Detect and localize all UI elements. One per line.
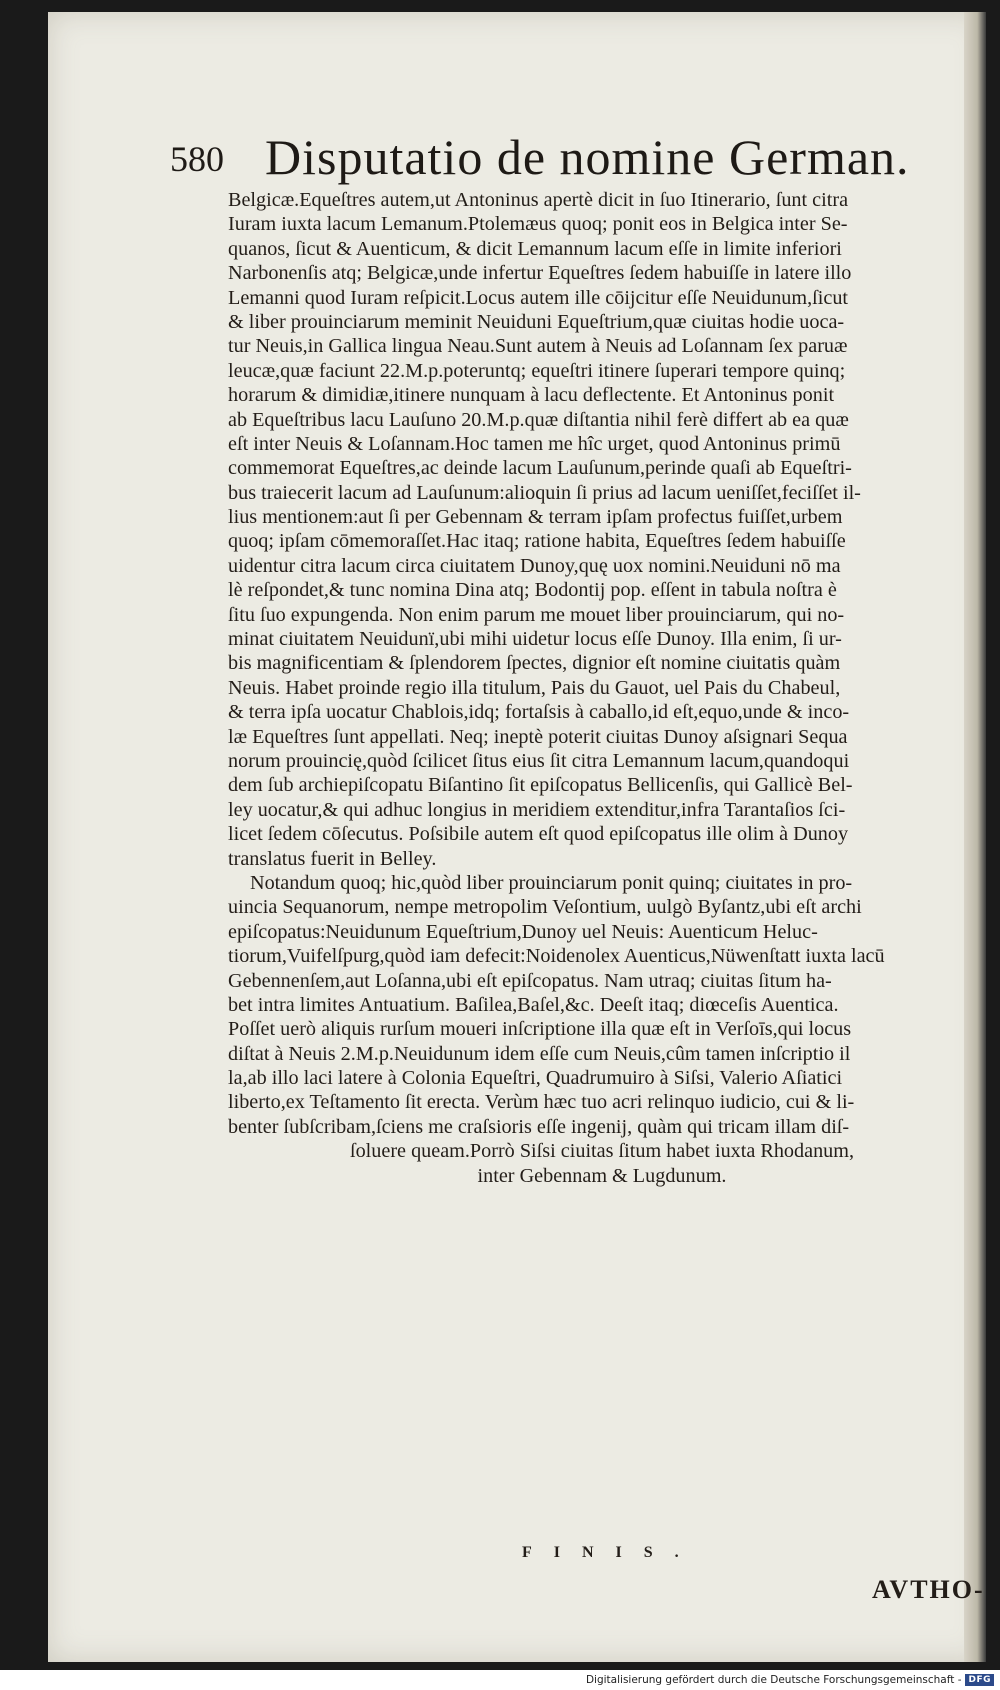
text-line: & liber prouinciarum meminit Neuiduni Equeſtrium,quæ ciuitas hodie uoca- [228,310,845,333]
text-line: epiſcopatus:Neuidunum Equeſtrium,Dunoy uel Neuis: Auenticum Heluc- [228,920,818,943]
text-line: lius mentionem:aut ſi per Gebennam & terram ipſam profectus fuiſſet,urbem [228,506,843,529]
text-line: tur Neuis,in Gallica lingua Neau.Sunt autem à Neuis ad Loſannam ſex paruæ [228,335,848,358]
text-line: læ Equeſtres ſunt appellati. Neq; ineptè poterit ciuitas Dunoy aſsignari Sequa [228,725,848,748]
text-line: ab Equeſtribus lacu Lauſuno 20.M.p.quæ diſtantia nihil ferè differt ab ea quæ [228,408,849,431]
text-line: leucæ,quæ faciunt 22.M.p.poteruntq; equeſtri itinere ſuperari tempore quinq; [228,359,846,382]
text-line: ſoluere queam.Porrò Siſsi ciuitas ſitum habet iuxta Rhodanum, [349,1140,855,1163]
finis-mark: FINIS. [522,1544,701,1561]
text-line: eſt inter Neuis & Loſannam.Hoc tamen me hîc urget, quod Antoninus primū [228,432,841,455]
text-line: la,ab illo laci latere à Colonia Equeſtri, Quadrumuiro à Siſsi, Valerio Aſiatici [228,1067,843,1090]
text-line: norum prouincię,quòd ſcilicet ſitus eius ſit citra Lemannum lacum,quandoqui [228,749,850,772]
body-text [228,188,976,1188]
text-line: Belgicæ.Equeſtres autem,ut Antoninus apertè dicit in ſuo Itinerario, ſunt citra [228,189,849,211]
text-line: Poſſet uerò aliquis rurſum moueri inſcriptione illa quæ eſt in Verſoīs,qui locus [228,1018,852,1041]
text-line: benter ſubſcribam,ſciens me craſsioris eſſe ingenij, quàm qui tricam illam diſ- [228,1115,850,1138]
text-line: Neuis. Habet proinde regio illa titulum, Pais du Gauot, uel Pais du Chabeul, [228,676,841,699]
text-line: commemorat Equeſtres,ac deinde lacum Lauſunum,perinde quaſi ab Equeſtri- [228,457,852,480]
folio-number: 580 [170,139,224,179]
catchword: AVTHO- [872,1575,985,1604]
text-line: inter Gebennam & Lugdunum. [477,1164,727,1187]
text-line: uidentur citra lacum circa ciuitatem Dunoy,quę uox nomini.Neuiduni nō ma [228,554,841,577]
text-line: quoq; ipſam cōmemoraſſet.Hac itaq; ratione habita, Equeſtres ſedem habuiſſe [228,530,846,553]
text-line: Narbonenſis atq; Belgicæ,unde infertur Equeſtres ſedem habuiſſe in latere illo [228,262,852,285]
text-line: Iuram iuxta lacum Lemanum.Ptolemæus quoq; ponit eos in Belgica inter Se- [228,213,848,236]
credit-text: Digitalisierung gefördert durch die Deutsche Forschungsgemeinschaft - [585,1674,962,1686]
text-line: bus traiecerit lacum ad Lauſunum:alioquin ſi prius ad lacum ueniſſet,feciſſet il- [228,481,861,504]
text-line: ſitu ſuo expungenda. Non enim parum me mouet liber prouinciarum, qui no- [228,603,845,626]
digitization-credit [586,1672,994,1688]
text-line: quanos, ſicut & Auenticum, & dicit Lemannum lacum eſſe in limite inferiori [228,237,842,260]
text-line: Notandum quoq; hic,quòd liber prouinciarum ponit quinq; ciuitates in pro- [250,871,853,894]
text-line: & terra ipſa uocatur Chablois,idq; fortaſsis à caballo,id eſt,equo,unde & inco- [228,701,850,724]
text-line: tiorum,Vuifelſpurg,quòd iam defecit:Noidenolex Auenticus,Nüwenſtatt iuxta lacū [228,945,885,968]
text-line: dem ſub archiepiſcopatu Biſantino ſit epiſcopatus Bellicenſis, qui Gallicè Bel- [228,774,853,797]
text-line: horarum & dimidiæ,itinere nunquam à lacu deflectente. Et Antoninus ponit [228,384,835,407]
text-line: diſtat à Neuis 2.M.p.Neuidunum idem eſſe cum Neuis,cûm tamen inſcriptio il [228,1042,851,1065]
text-line: translatus fuerit in Belley. [228,847,437,870]
running-head-title: Disputatio de nomine German. [265,129,910,185]
text-line: minat ciuitatem Neuidunï,ubi mihi uidetur locus eſſe Dunoy. Illa enim, ſi ur- [228,628,842,651]
text-line: lè reſpondet,& tunc nomina Dina atq; Bodontij pop. eſſent in tabula noſtra è [228,579,837,602]
text-line: liberto,ex Teſtamento ſit erecta. Verùm hæc tuo acri relinquo iudicio, cui & li- [228,1091,855,1114]
text-line: bet intra limites Antuatium. Baſilea,Baſel,&c. Deeſt itaq; diœceſis Auentica. [228,993,839,1016]
running-head [170,128,930,188]
text-line: Lemanni quod Iuram reſpicit.Locus autem ille cōijcitur eſſe Neuidunum,ſicut [228,286,849,309]
dfg-logo: DFG [965,1674,994,1686]
text-line: Gebennenſem,aut Loſanna,ubi eſt epiſcopatus. Nam utraq; ciuitas ſitum ha- [228,969,832,992]
text-line: uincia Sequanorum, nempe metropolim Veſontium, uulgò Byſantz,ubi eſt archi [228,896,862,919]
text-line: licet ſedem cōſecutus. Poſsibile autem eſt quod epiſcopatus ille olim à Dunoy [228,823,849,846]
text-line: bis magnificentiam & ſplendorem ſpectes, dignior eſt nomine ciuitatis quàm [228,652,841,675]
text-line: ley uocatur,& qui adhuc longius in meridiem extenditur,infra Tarantaſios ſci- [228,798,846,821]
